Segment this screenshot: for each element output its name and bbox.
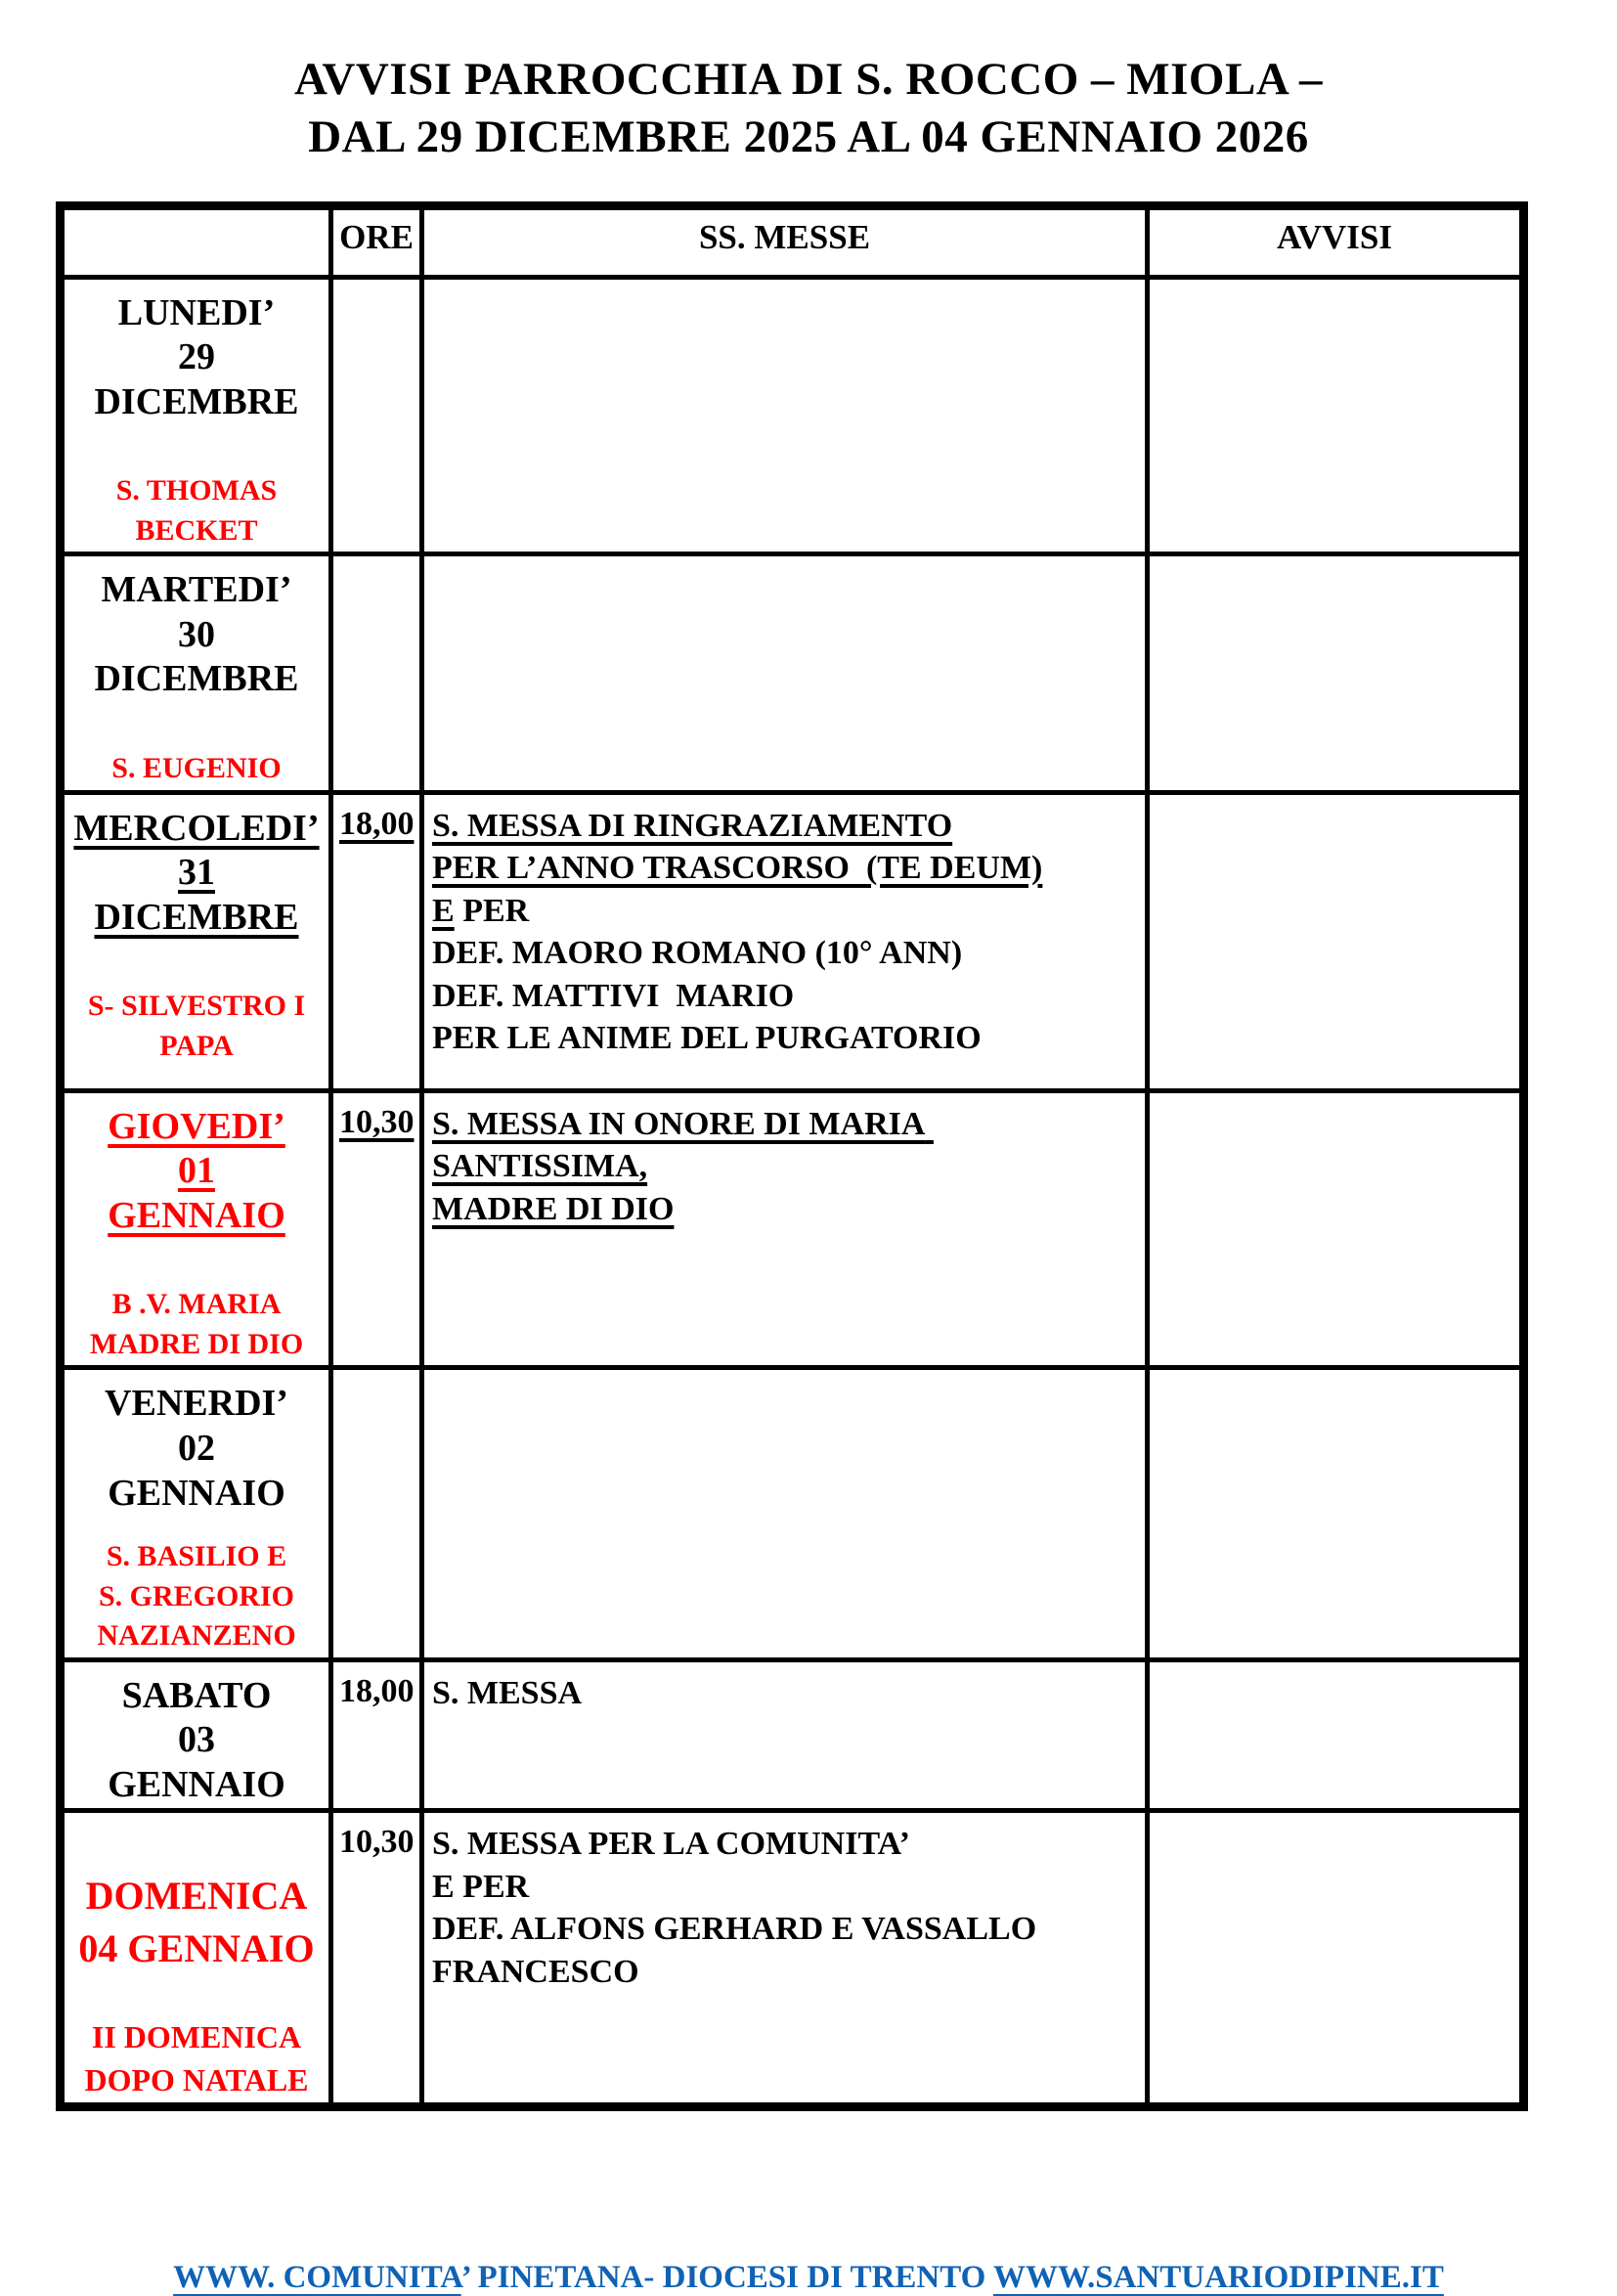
column-header-messe: SS. MESSE (422, 205, 1148, 277)
day-name: MERCOLEDI’ (73, 807, 320, 849)
day-cell-giovedi (61, 1090, 331, 1368)
day-cell-mercoledi (61, 792, 331, 1090)
mass-time: 10,30 (339, 1103, 415, 1140)
mass-time: 18,00 (339, 805, 415, 842)
mass-description-line: E PER (432, 892, 530, 929)
ore-cell (331, 1659, 422, 1811)
day-number: 03 (178, 1719, 215, 1761)
avvisi-cell (1148, 1090, 1524, 1368)
avvisi-cell (1148, 1659, 1524, 1811)
avvisi-cell (1148, 1368, 1524, 1659)
table-row-domenica (61, 1811, 1524, 2106)
ore-cell (331, 1090, 422, 1368)
day-month: DICEMBRE (94, 380, 299, 422)
day-month: DICEMBRE (94, 896, 299, 938)
link-santuario-di-pine[interactable]: WWW.SANTUARIODIPINE.IT (993, 2259, 1444, 2295)
mass-time: 18,00 (339, 1672, 415, 1709)
mass-schedule-table (56, 201, 1528, 2111)
link-comunita-pinetana[interactable]: WWW. COMUNITA (173, 2259, 461, 2295)
day-cell-domenica (61, 1811, 331, 2106)
day-name: LUNEDI’ (117, 291, 276, 333)
avvisi-cell (1148, 792, 1524, 1090)
ore-cell (331, 792, 422, 1090)
saint-of-day: B .V. MARIA MADRE DI DIO (89, 1288, 304, 1360)
liturgical-day: II DOMENICA DOPO NATALE (84, 2019, 309, 2097)
messe-cell (422, 277, 1148, 554)
mass-description-line: DEF. ALFONS GERHARD E VASSALLO (432, 1911, 1037, 1948)
avvisi-cell (1148, 554, 1524, 792)
messe-cell (422, 792, 1148, 1090)
table-row-sabato (61, 1659, 1524, 1811)
header-row (61, 205, 1524, 277)
day-date: 04 GENNAIO (78, 1926, 315, 1971)
saint-of-day: S- SILVESTRO I PAPA (87, 990, 306, 1062)
mass-description-line: S. MESSA DI RINGRAZIAMENTO (432, 807, 953, 844)
day-cell-martedi (61, 554, 331, 792)
ore-cell (331, 1811, 422, 2106)
document-title (0, 0, 1617, 166)
ore-cell (331, 277, 422, 554)
ore-cell (331, 1368, 422, 1659)
document-title-line2: DAL 29 DICEMBRE 2025 AL 04 GENNAIO 2026 (308, 110, 1309, 162)
day-name: DOMENICA (85, 1874, 308, 1919)
mass-description-line: DEF. MATTIVI MARIO (432, 977, 795, 1014)
messe-cell (422, 1090, 1148, 1368)
day-cell-sabato (61, 1659, 331, 1811)
document-title-line1: AVVISI PARROCCHIA DI S. ROCCO – MIOLA – (294, 54, 1323, 105)
footer-links (0, 2260, 1617, 2296)
day-name: SABATO (121, 1674, 272, 1716)
table-row-venerdi (61, 1368, 1524, 1659)
saint-of-day: S. THOMAS BECKET (115, 474, 278, 547)
day-name: GIOVEDI’ (108, 1105, 285, 1147)
day-cell-lunedi (61, 277, 331, 554)
day-number: 29 (178, 336, 215, 378)
mass-time: 10,30 (339, 1824, 415, 1861)
ore-cell (331, 554, 422, 792)
messe-cell (422, 1368, 1148, 1659)
table-row-martedi (61, 554, 1524, 792)
day-cell-venerdi (61, 1368, 331, 1659)
mass-description-line: FRANCESCO (432, 1953, 639, 1990)
header-day-empty (61, 205, 331, 277)
day-month: GENNAIO (108, 1763, 285, 1805)
mass-description-line: S. MESSA (432, 1674, 583, 1711)
avvisi-cell (1148, 1811, 1524, 2106)
day-month: GENNAIO (108, 1194, 285, 1236)
day-number: 31 (178, 852, 215, 894)
messe-cell (422, 1659, 1148, 1811)
day-number: 30 (178, 613, 215, 655)
mass-description-line: S. MESSA IN ONORE DI MARIA SANTISSIMA, (432, 1105, 934, 1185)
day-month: DICEMBRE (94, 658, 299, 700)
mass-description-line: MADRE DI DIO (432, 1190, 675, 1227)
column-header-avvisi: AVVISI (1148, 205, 1524, 277)
day-name: MARTEDI’ (101, 569, 292, 611)
day-month: GENNAIO (108, 1472, 285, 1514)
mass-description-line: E PER (432, 1868, 530, 1905)
messe-cell (422, 1811, 1148, 2106)
mass-description-line: PER LE ANIME DEL PURGATORIO (432, 1020, 982, 1057)
day-number: 02 (178, 1427, 215, 1469)
mass-description-line: PER L’ANNO TRASCORSO (TE DEUM) (432, 850, 1043, 887)
mass-description-line: DEF. MAORO ROMANO (10° ANN) (432, 935, 963, 972)
day-number: 01 (178, 1150, 215, 1192)
table-row-giovedi (61, 1090, 1524, 1368)
mass-description-line: S. MESSA PER LA COMUNITA’ (432, 1826, 910, 1863)
saint-of-day: S. BASILIO E S. GREGORIO NAZIANZENO (97, 1540, 296, 1653)
saint-of-day: S. EUGENIO (111, 752, 282, 785)
footer-middle-text: ’ PINETANA- DIOCESI DI TRENTO (460, 2259, 993, 2295)
table-row-mercoledi (61, 792, 1524, 1090)
table-row-lunedi (61, 277, 1524, 554)
avvisi-cell (1148, 277, 1524, 554)
column-header-ore: ORE (331, 205, 422, 277)
messe-cell (422, 554, 1148, 792)
day-name: VENERDI’ (105, 1383, 288, 1425)
